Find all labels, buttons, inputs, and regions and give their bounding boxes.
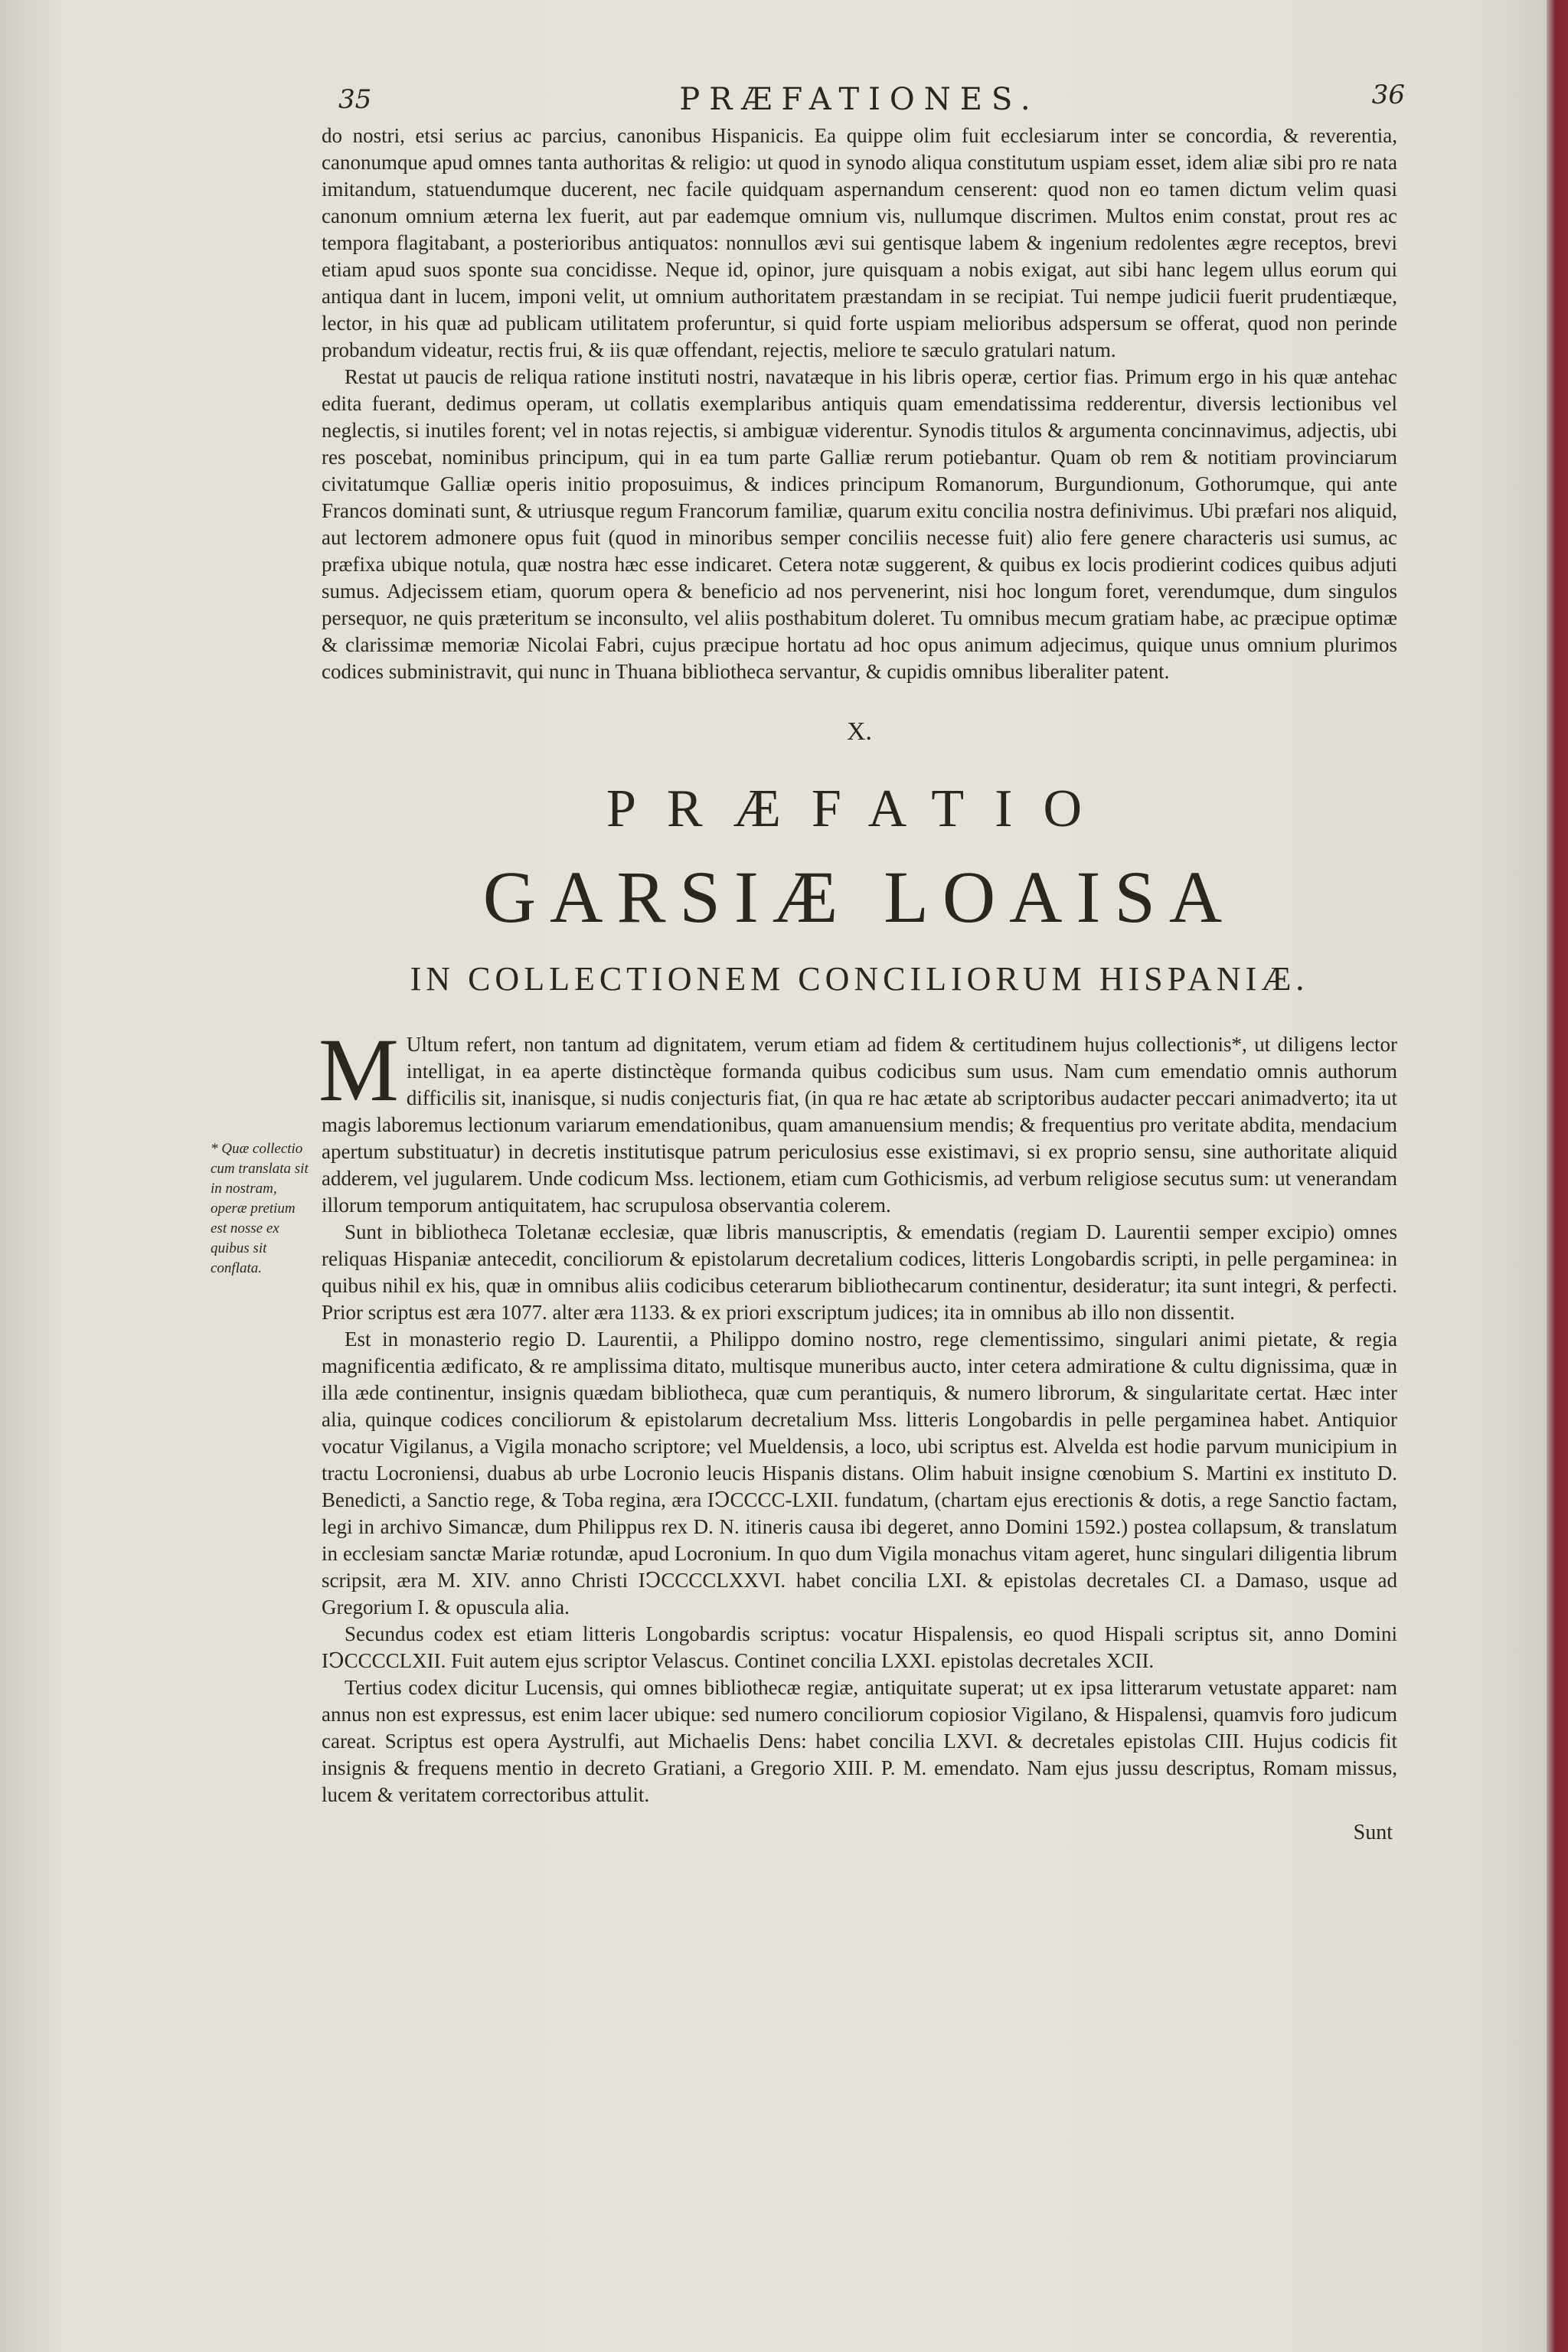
preface-continuation xyxy=(322,122,1397,685)
book-cover-edge xyxy=(1547,0,1568,2352)
drop-cap: M xyxy=(318,1020,399,1120)
paragraph: Sunt in bibliotheca Toletanæ ecclesiæ, quæ libris manuscriptis, & emendatis (regiam D. Laurentii semper excipio) omnes reliquas Hispaniæ antecedit, conciliorum & epistolarum decretalium codices, litteris Longobardis scripti, in pelle pergaminea: in quibus nihil ex his, quæ in omnibus aliis codicibus ceterarum bibliothecarum continentur, desideratur; ita sunt integri, & perfecti. Prior scriptus est æra 1077. alter æra 1133. & ex priori exscriptum judices; ita in omnibus ab illo non dissentit. xyxy=(322,1220,1397,1324)
section-title-line2: GARSIÆ LOAISA xyxy=(482,856,1236,938)
page-content xyxy=(318,77,1405,1846)
paragraph: do nostri, etsi serius ac parcius, canonibus Hispanicis. Ea quippe olim fuit ecclesiarum inter se concordia, & reverentia, canonumque apud omnes tanta authoritas & religio: ut quod in synodo aliqua constitutum uspiam esset, idem aliæ sibi pro re nata imitandum, statuendumque ducerent, nec facile quidquam aspernandum censerent: quod non eo tamen dictum velim quasi canonum omnium æterna lex fuerit, aut par eademque omnium vis, nullumque discrimen. Multos enim constat, prout res ac tempora flagitabant, a posterioribus antiquatos: nonnullos ævi sui gentisque labem & ingenium redolentes ægre receptos, brevi etiam apud suos sponte sua concidisse. Neque id, opinor, jure quisquam a nobis exigat, aut sibi hanc legem ullus eorum qui antiqua dant in lucem, imponi velit, ut omnium authoritatem præstandam in se recipiat. Tui nempe judicii fuerit prudentiæque, lector, in his quæ ad publicam utilitatem proferuntur, si quid forte uspiam melioribus adspersum se offerat, quod non perinde probandum videatur, rectis frui, & iis quæ offendant, rejectis, meliore te sæculo gratulari natum. xyxy=(322,124,1397,361)
paragraph: Tertius codex dicitur Lucensis, qui omnes bibliothecæ regiæ, antiquitate superat; ut ex ipsa litterarum vetustate apparet: nam annus non est expressus, est enim lacer ubique: sed numero conciliorum copiosior Vigilano, & Hispalensi, quamvis foro judicum careat. Scriptus est opera Aystrulfi, aut Michaelis Dens: habet concilia LXVI. & decretales epistolas CIII. Hujus codicis fit insignis & frequens mentio in decreto Gratiani, a Gregorio XIII. P. M. emendato. Nam ejus jussu descriptus, Romam missus, lucem & veritatem correctoribus attulit. xyxy=(322,1676,1397,1806)
running-title: PRÆFATIONES. xyxy=(679,82,1040,117)
catchword: Sunt xyxy=(1353,1821,1393,1844)
section-title-line1: PRÆFATIO xyxy=(606,779,1112,838)
running-head xyxy=(322,77,1405,122)
marginal-note: * Quæ collectio cum translata sit in nostram, operæ pretium est nosse ex quibus sit conflata. xyxy=(211,1141,309,1276)
paragraph: Restat ut paucis de reliqua ratione instituti nostri, navatæque in his libris operæ, certior fias. Primum ergo in his quæ antehac edita fuerant, dedimus operam, ut collatis exemplaribus antiquis quam emendatissima redderentur, diversis lectionibus vel neglectis, si inutiles forent; vel in notas rejectis, si ambiguæ viderentur. Synodis titulos & argumenta concinnavimus, adjectis, ubi res poscebat, nominibus principum, qui in ea tum parte Galliæ rerum potiebantur. Quam ob rem & notitiam provinciarum civitatumque Galliæ operis initio proposuimus, & indices principum Romanorum, Burgundionum, Gothorumque, qui ante Francos dominati sunt, & utriusque regum Francorum familiæ, quarum exitu concilia nostra definivimus. Ubi præfari nos aliquid, aut lectorem admonere opus fuit (quod in minoribus semper conciliis necesse fuit) alio fere genere characteris usi sumus, ac præfixa ubique notula, quæ nostra hæc esse indicaret. Cetera notæ suggerent, & quibus ex locis prodierint codices quibus adjuti sumus. Adjecissem etiam, quorum opera & beneficio ad nos pervenerint, nisi hoc longum foret, verendumque, dum singulos persequor, ne quis præteritum se inconsulto, vel aliis posthabitum doleret. Tu omnibus mecum gratiam habe, ac præcipue optimæ & clarissimæ memoriæ Nicolai Fabri, cujus præcipue hortatu ad hoc opus animum adjecimus, quique unus omnium plurimos codices subministravit, qui nunc in Thuana bibliotheca servantur, & cupidis omnibus liberaliter patent. xyxy=(322,365,1397,683)
page-number-left: 35 xyxy=(338,84,372,115)
page-number-right: 36 xyxy=(1371,80,1405,110)
preface-body xyxy=(318,1020,1397,1846)
paragraph: Est in monasterio regio D. Laurentii, a Philippo domino nostro, rege clementissimo, singulari animi pietate, & regia magnificentia ædificato, & re amplissima ditato, multisque muneribus aucto, inter cetera admiratione & cultu dignissima, quæ in illa æde continentur, insignis quædam bibliotheca, quæ cum perantiquis, & numero librorum, & singularitate certat. Hæc inter alia, quinque codices conciliorum & epistolarum decretalium Mss. litteris Longobardis in pelle pergaminea habet. Antiquior vocatur Vigilanus, a Vigila monacho scriptore; vel Mueldensis, a loco, ubi scriptus est. Alvelda est hodie parvum municipium in tractu Locroniensi, duabus ab urbe Locronio leucis Hispanis distans. Olim habuit insigne cœnobium S. Martini ex instituto D. Benedicti, a Sanctio rege, & Toba regina, æra IↃCCCC-LXII. fundatum, (chartam ejus erectionis & dotis, a rege Sanctio factam, legi in archivo Simancæ, dum Philippus rex D. N. itineris causa ibi degeret, anno Domini 1592.) postea collapsum, & translatum in ecclesiam sanctæ Mariæ rotundæ, apud Locronium. In quo dum Vigila monachus vitam ageret, hunc singulari diligentia librum scripsit, æra M. XIV. anno Christi IↃCCCCLXXVI. habet concilia LXI. & epistolas decretales CI. a Damaso, usque ad Gregorium I. & opuscula alia. xyxy=(322,1328,1397,1619)
first-paragraph xyxy=(318,1020,1397,1219)
section-title-line3: IN COLLECTIONEM CONCILIORUM HISPANIÆ. xyxy=(410,960,1309,998)
paragraph: Secundus codex est etiam litteris Longobardis scriptus: vocatur Hispalensis, eo quod Hispali scriptus sit, anno Domini IↃCCCCLXII. Fuit autem ejus scriptor Velascus. Continet concilia LXXI. epistolas decretales XCII. xyxy=(322,1622,1397,1672)
first-paragraph-text: Ultum refert, non tantum ad dignitatem, verum etiam ad fidem & certitudinem hujus collectionis*, ut diligens lector intelligat, in ea aperte distinctèque formanda quibus codicibus sum usus. Nam cum emendatio omnis authorum difficilis sit, inanisque, si nudis conjecturis fiat, (in qua re hac ætate ab scriptoribus audacter peccari animadverto; ita ut magis laboremus lectionum variarum emendationibus, quam amanuensium mendis; & frequentius pro veritate abdita, mendacium apertum substituatur) in decretis institutisque patrum periculosius esse existimavi, si ex proprio sensu, sine authoritate aliquid adderem, vel jugularem. Unde codicum Mss. lectionem, etiam cum Gothicismis, ad verbum religiose secutus sum: ut venerandam illorum temporum antiquitatem, hac scrupulosa observantia colerem. xyxy=(322,1033,1397,1217)
section-number: X. xyxy=(846,717,873,746)
